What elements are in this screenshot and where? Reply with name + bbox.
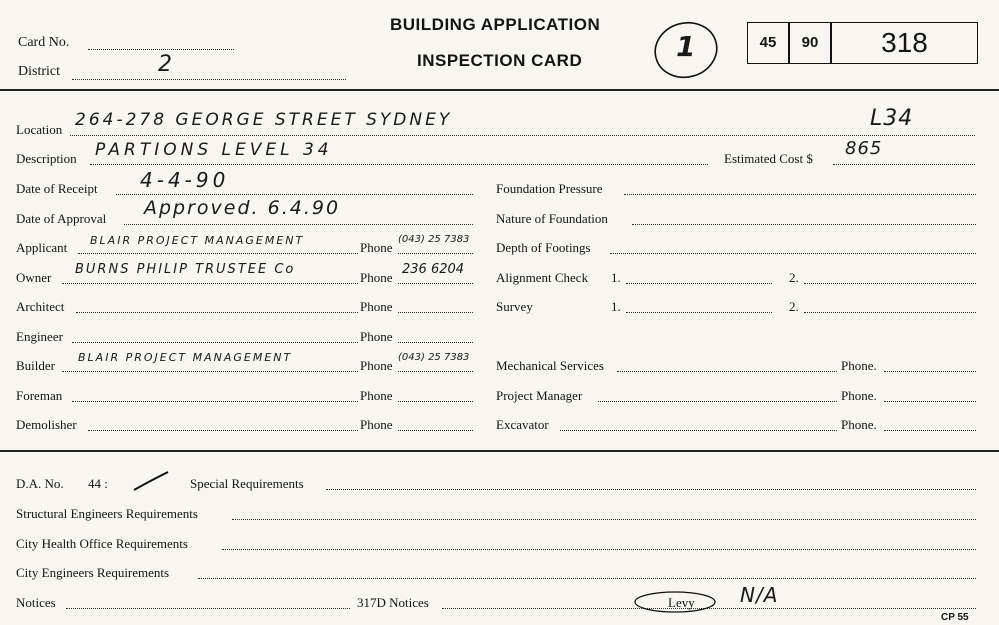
survey-1-label: 1. (611, 299, 621, 314)
estimated-cost-field[interactable] (833, 164, 975, 165)
project-manager-phone-field[interactable] (884, 401, 976, 402)
district-field[interactable] (72, 79, 346, 80)
engineer-label: Engineer (16, 329, 63, 344)
header-divider (0, 89, 999, 91)
description-value: PARTIONS LEVEL 34 (95, 140, 333, 160)
estimated-cost-value: 865 (845, 138, 883, 159)
applicant-label: Applicant (16, 240, 68, 255)
architect-phone-field[interactable] (398, 312, 473, 313)
date-approval-field[interactable] (124, 224, 473, 225)
builder-field[interactable] (62, 371, 358, 372)
architect-field[interactable] (76, 312, 358, 313)
project-manager-label: Project Manager (496, 388, 583, 403)
district-label: District (18, 64, 60, 79)
special-requirements-field[interactable] (326, 489, 976, 490)
alignment-check-label: Alignment Check (496, 270, 589, 285)
form-code: CP 55 (941, 612, 969, 623)
alignment-check-2-field[interactable] (804, 283, 976, 284)
applicant-phone-label: Phone (360, 240, 393, 255)
survey-2-field[interactable] (804, 312, 976, 313)
mechanical-phone-field[interactable] (884, 371, 976, 372)
owner-field[interactable] (62, 283, 358, 284)
middle-divider (0, 450, 999, 452)
foundation-pressure-field[interactable] (624, 194, 976, 195)
estimated-cost-label: Estimated Cost $ (724, 151, 813, 166)
box-b (789, 22, 831, 64)
builder-label: Builder (16, 358, 55, 373)
box-a-value: 45 (759, 34, 777, 51)
alignment-check-1-field[interactable] (626, 283, 772, 284)
box-b-value: 90 (801, 34, 819, 51)
demolisher-phone-label: Phone (360, 417, 393, 432)
district-value: 2 (158, 52, 173, 77)
description-field[interactable] (90, 164, 708, 165)
location-label: Location (16, 122, 63, 137)
architect-phone-label: Phone (360, 299, 393, 314)
project-manager-field[interactable] (598, 401, 837, 402)
location-value: 264-278 GEORGE STREET SYDNEY (75, 110, 453, 130)
circled-mark-value: 1 (676, 30, 697, 63)
foreman-label: Foreman (16, 388, 63, 403)
depth-footings-field[interactable] (610, 253, 976, 254)
demolisher-phone-field[interactable] (398, 430, 473, 431)
date-receipt-label: Date of Receipt (16, 181, 98, 196)
owner-phone-label: Phone (360, 270, 393, 285)
title-line2: INSPECTION CARD (417, 51, 583, 70)
owner-label: Owner (16, 270, 52, 285)
excavator-phone-field[interactable] (884, 430, 976, 431)
nature-foundation-label: Nature of Foundation (496, 211, 608, 226)
mechanical-label: Mechanical Services (496, 358, 604, 373)
levy-label: Levy (668, 595, 695, 610)
nature-foundation-field[interactable] (632, 224, 976, 225)
engineer-phone-label: Phone (360, 329, 393, 344)
da-value: 44 : (88, 476, 108, 491)
owner-value: BURNS PHILIP TRUSTEE Co (75, 262, 296, 277)
location-extra: L34 (870, 106, 914, 131)
title-line1: BUILDING APPLICATION (390, 15, 601, 34)
box-number-value: 318 (881, 27, 928, 58)
city-engineers-field[interactable] (198, 578, 976, 579)
notices-field[interactable] (66, 608, 350, 609)
survey-1-field[interactable] (626, 312, 772, 313)
excavator-phone-label: Phone. (841, 417, 877, 432)
card-no-label: Card No. (18, 35, 70, 50)
applicant-field[interactable] (78, 253, 358, 254)
survey-2-label: 2. (789, 299, 799, 314)
date-receipt-value: 4-4-90 (140, 168, 230, 192)
date-receipt-field[interactable] (116, 194, 473, 195)
city-engineers-label: City Engineers Requirements (16, 565, 170, 580)
foreman-field[interactable] (72, 401, 358, 402)
project-manager-phone-label: Phone. (841, 388, 877, 403)
builder-phone-label: Phone (360, 358, 393, 373)
foreman-phone-field[interactable] (398, 401, 473, 402)
structural-field[interactable] (232, 519, 976, 520)
demolisher-label: Demolisher (16, 417, 77, 432)
date-approval-value: Approved. 6.4.90 (144, 197, 341, 219)
survey-label: Survey (496, 299, 533, 314)
architect-label: Architect (16, 299, 65, 314)
levy-value: N/A (740, 583, 779, 607)
foreman-phone-label: Phone (360, 388, 393, 403)
applicant-phone-field[interactable] (398, 253, 473, 254)
da-check-mark-icon (130, 468, 174, 496)
notices-317d-label: 317D Notices (357, 595, 429, 610)
builder-phone-value: (043) 25 7383 (398, 352, 470, 363)
mechanical-phone-label: Phone. (841, 358, 877, 373)
demolisher-field[interactable] (88, 430, 358, 431)
alignment-check-2-label: 2. (789, 270, 799, 285)
card-no-field[interactable] (88, 49, 234, 50)
applicant-phone-value: (043) 25 7383 (398, 234, 470, 245)
structural-label: Structural Engineers Requirements (16, 506, 198, 521)
depth-footings-label: Depth of Footings (496, 240, 591, 255)
engineer-field[interactable] (72, 342, 358, 343)
date-approval-label: Date of Approval (16, 211, 107, 226)
da-label: D.A. No. (16, 476, 64, 491)
alignment-check-1-label: 1. (611, 270, 621, 285)
applicant-value: BLAIR PROJECT MANAGEMENT (90, 234, 305, 247)
excavator-label: Excavator (496, 417, 549, 432)
foundation-pressure-label: Foundation Pressure (496, 181, 603, 196)
box-number (831, 22, 978, 64)
description-label: Description (16, 151, 77, 166)
excavator-field[interactable] (560, 430, 837, 431)
builder-phone-field[interactable] (398, 371, 473, 372)
special-requirements-label: Special Requirements (190, 476, 304, 491)
notices-label: Notices (16, 595, 56, 610)
engineer-phone-field[interactable] (398, 342, 473, 343)
city-health-label: City Health Office Requirements (16, 536, 188, 551)
city-health-field[interactable] (222, 549, 976, 550)
builder-value: BLAIR PROJECT MANAGEMENT (78, 351, 293, 364)
location-field[interactable] (70, 135, 975, 136)
box-a (747, 22, 789, 64)
mechanical-field[interactable] (617, 371, 837, 372)
owner-phone-field[interactable] (398, 283, 473, 284)
owner-phone-value: 236 6204 (402, 262, 465, 277)
